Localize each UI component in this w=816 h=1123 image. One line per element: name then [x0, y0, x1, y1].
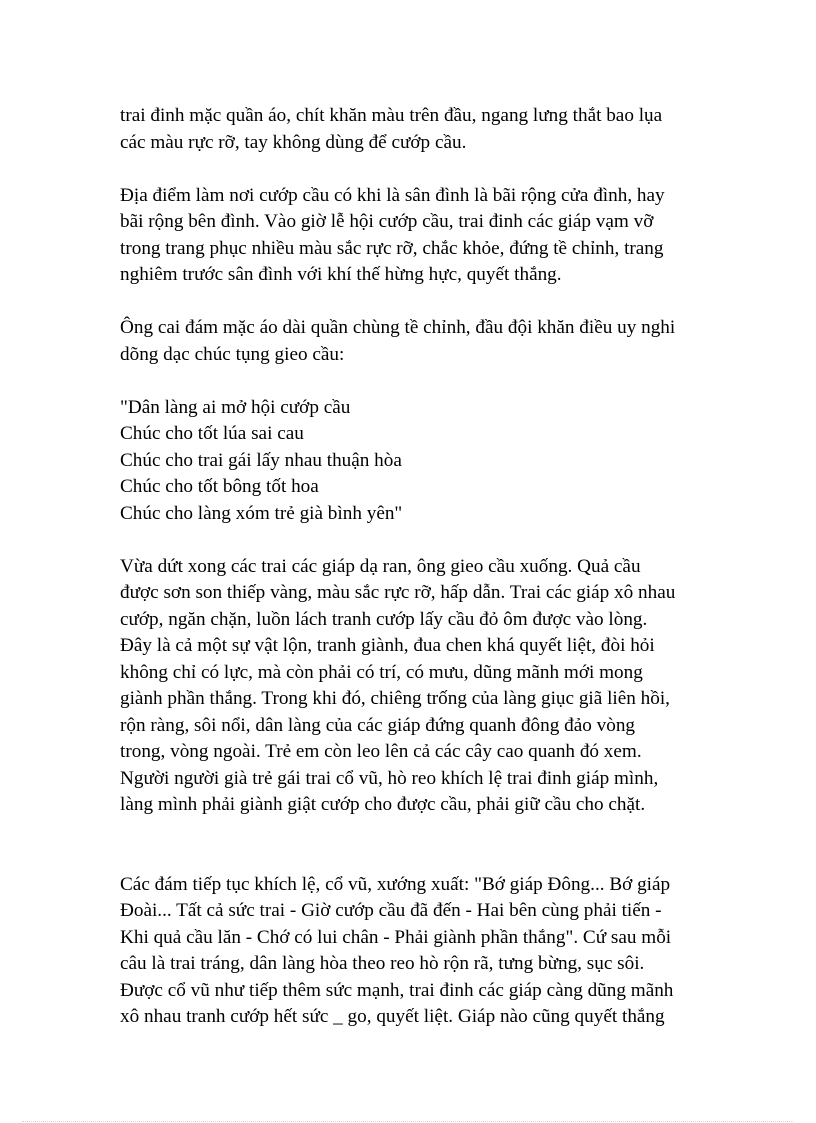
- paragraph-5: [120, 554, 740, 819]
- text-line: bãi rộng bên đình. Vào giờ lễ hội cướp cầu, trai đinh các giáp vạm vỡ: [120, 211, 654, 232]
- text-line: Người người già trẻ gái trai cổ vũ, hò reo khích lệ trai đinh giáp mình,: [120, 767, 659, 789]
- verse-line: Chúc cho tốt bông tốt hoa: [120, 476, 319, 497]
- text-line: xô nhau tranh cướp hết sức _ go, quyết liệt. Giáp nào cũng quyết thắng: [120, 1006, 665, 1027]
- poem-verse: [120, 395, 740, 528]
- paragraph-3: [120, 315, 740, 368]
- text-line: câu là trai tráng, dân làng hòa theo reo hò rộn rã, tưng bừng, sục sôi.: [120, 953, 645, 974]
- text-line: nghiêm trước sân đình với khí thế hừng hực, quyết thắng.: [120, 264, 562, 285]
- verse-line: Chúc cho làng xóm trẻ già bình yên": [120, 502, 403, 524]
- text-line: Các đám tiếp tục khích lệ, cổ vũ, xướng xuất: "Bớ giáp Đông... Bớ giáp: [120, 873, 671, 895]
- text-line: Vừa dứt xong các trai các giáp dạ ran, ông gieo cầu xuống. Quả cầu: [120, 555, 641, 577]
- text-line: Được cổ vũ như tiếp thêm sức mạnh, trai đinh các giáp càng dũng mãnh: [120, 979, 674, 1001]
- text-line: Khi quả cầu lăn - Chớ có lui chân - Phải giành phần thắng". Cứ sau mỗi: [120, 926, 672, 948]
- verse-line: Chúc cho tốt lúa sai cau: [120, 423, 304, 444]
- text-line: Đây là cả một sự vật lộn, tranh giành, đua chen khá quyết liệt, đòi hỏi: [120, 635, 655, 656]
- page-bottom-divider: [22, 1121, 794, 1122]
- text-line: giành phần thắng. Trong khi đó, chiêng trống của làng giục giã liên hồi,: [120, 688, 670, 709]
- text-line: trong trang phục nhiều màu sắc rực rỡ, chắc khỏe, đứng tề chỉnh, trang: [120, 237, 664, 259]
- paragraph-2: [120, 183, 740, 289]
- document-body: [120, 103, 740, 1057]
- verse-line: "Dân làng ai mở hội cướp cầu: [120, 396, 351, 418]
- verse-line: Chúc cho trai gái lấy nhau thuận hòa: [120, 449, 402, 471]
- text-line: trong, vòng ngoài. Trẻ em còn leo lên cả các cây cao quanh đó xem.: [120, 741, 642, 762]
- text-line: làng mình phải giành giật cướp cho được cầu, phải giữ cầu cho chặt.: [120, 794, 646, 815]
- text-line: trai đinh mặc quần áo, chít khăn màu trên đầu, ngang lưng thắt bao lụa: [120, 105, 663, 126]
- text-line: cướp, ngăn chặn, luồn lách tranh cướp lấy cầu đỏ ôm được vào lòng.: [120, 608, 648, 630]
- text-line: được sơn son thiếp vàng, màu sắc rực rỡ, hấp dẫn. Trai các giáp xô nhau: [120, 582, 676, 603]
- text-line: không chỉ có lực, mà còn phải có trí, có mưu, dũng mãnh mới mong: [120, 661, 643, 683]
- text-line: Địa điểm làm nơi cướp cầu có khi là sân đình là bãi rộng cửa đình, hay: [120, 184, 665, 206]
- text-line: rộn ràng, sôi nổi, dân làng của các giáp đứng quanh đông đảo vòng: [120, 714, 636, 736]
- text-line: Đoài... Tất cả sức trai - Giờ cướp cầu đã đến - Hai bên cùng phải tiến -: [120, 900, 662, 921]
- paragraph-6: [120, 872, 740, 1031]
- paragraph-1: [120, 103, 740, 156]
- text-line: các màu rực rỡ, tay không dùng để cướp cầu.: [120, 131, 467, 153]
- text-line: Ông cai đám mặc áo dài quần chùng tề chỉnh, đầu đội khăn điều uy nghi: [120, 317, 676, 338]
- text-line: dõng dạc chúc tụng gieo cầu:: [120, 343, 345, 365]
